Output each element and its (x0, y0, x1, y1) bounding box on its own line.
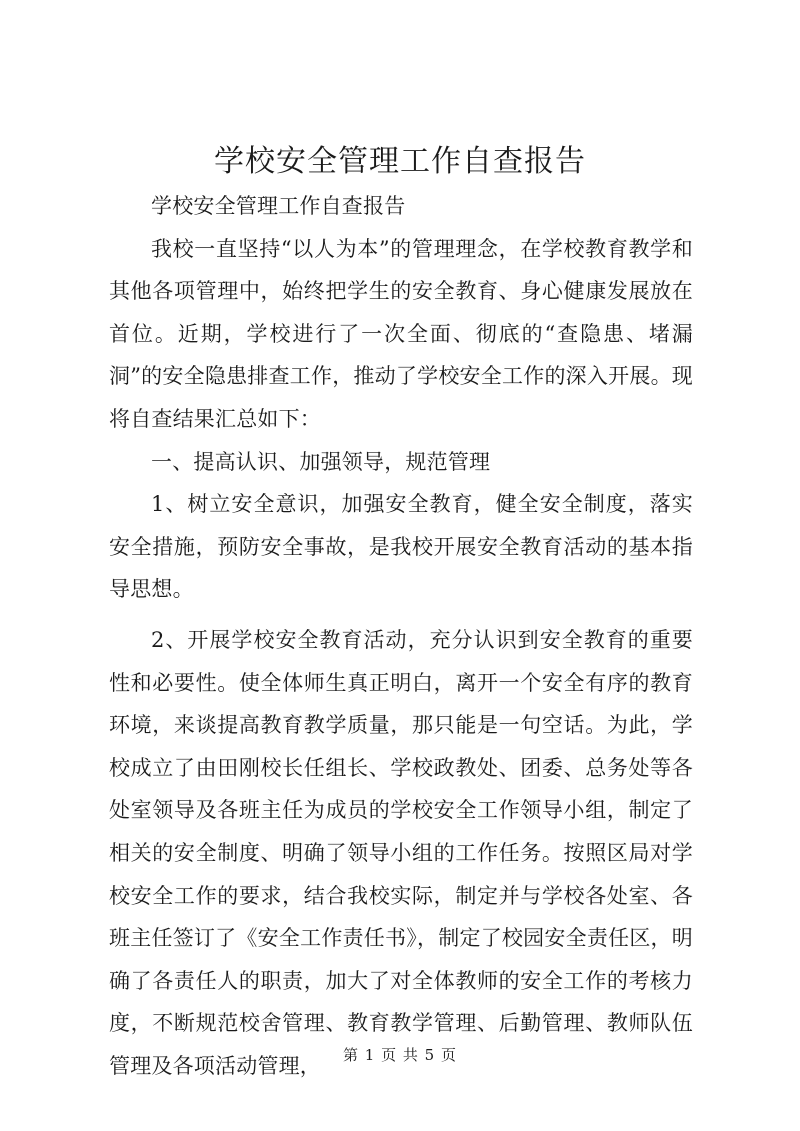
document-title: 学校安全管理工作自查报告 (214, 144, 586, 179)
paragraph-item-1: 1、树立安全意识，加强安全教育，健全安全制度，落实安全措施，预防安全事故，是我校开展安全教育活动的基本指导思想。 (109, 492, 693, 602)
paragraph-intro: 我校一直坚持“以人为本”的管理理念，在学校教育教学和其他各项管理中，始终把学生的安全教育、身心健康发展放在首位。近期，学校进行了一次全面、彻底的“查隐患、堵漏洞”的安全隐患排查工作，推动了学校安全工作的深入开展。现将自查结果汇总如下： (109, 236, 693, 431)
section-heading: 一、提高认识、加强领导，规范管理 (151, 449, 491, 474)
document-body (109, 185, 693, 1087)
paragraph-subtitle: 学校安全管理工作自查报告 (151, 194, 406, 218)
page-footer: 第 1 页 共 5 页 (343, 1046, 457, 1064)
paragraph-item-2: 2、开展学校安全教育活动，充分认识到安全教育的重要性和必要性。使全体师生真正明白，离开一个安全有序的教育环境，来谈提高教育教学质量，那只能是一句空话。为此，学校成立了由田刚校长任组长、学校政教处、团委、总务处等各处室领导及各班主任为成员的学校安全工作领导小组，制定了相关的安全制度、明确了领导小组的工作任务。按照区局对学校安全工作的要求，结合我校实际，制定并与学校各处室、各班主任签订了《安全工作责任书》，制定了校园安全责任区，明确了各责任人的职责，加大了对全体教师的安全工作的考核力度，不断规范校舍管理、教育教学管理、后勤管理、教师队伍管理及各项活动管理， (109, 627, 693, 1078)
